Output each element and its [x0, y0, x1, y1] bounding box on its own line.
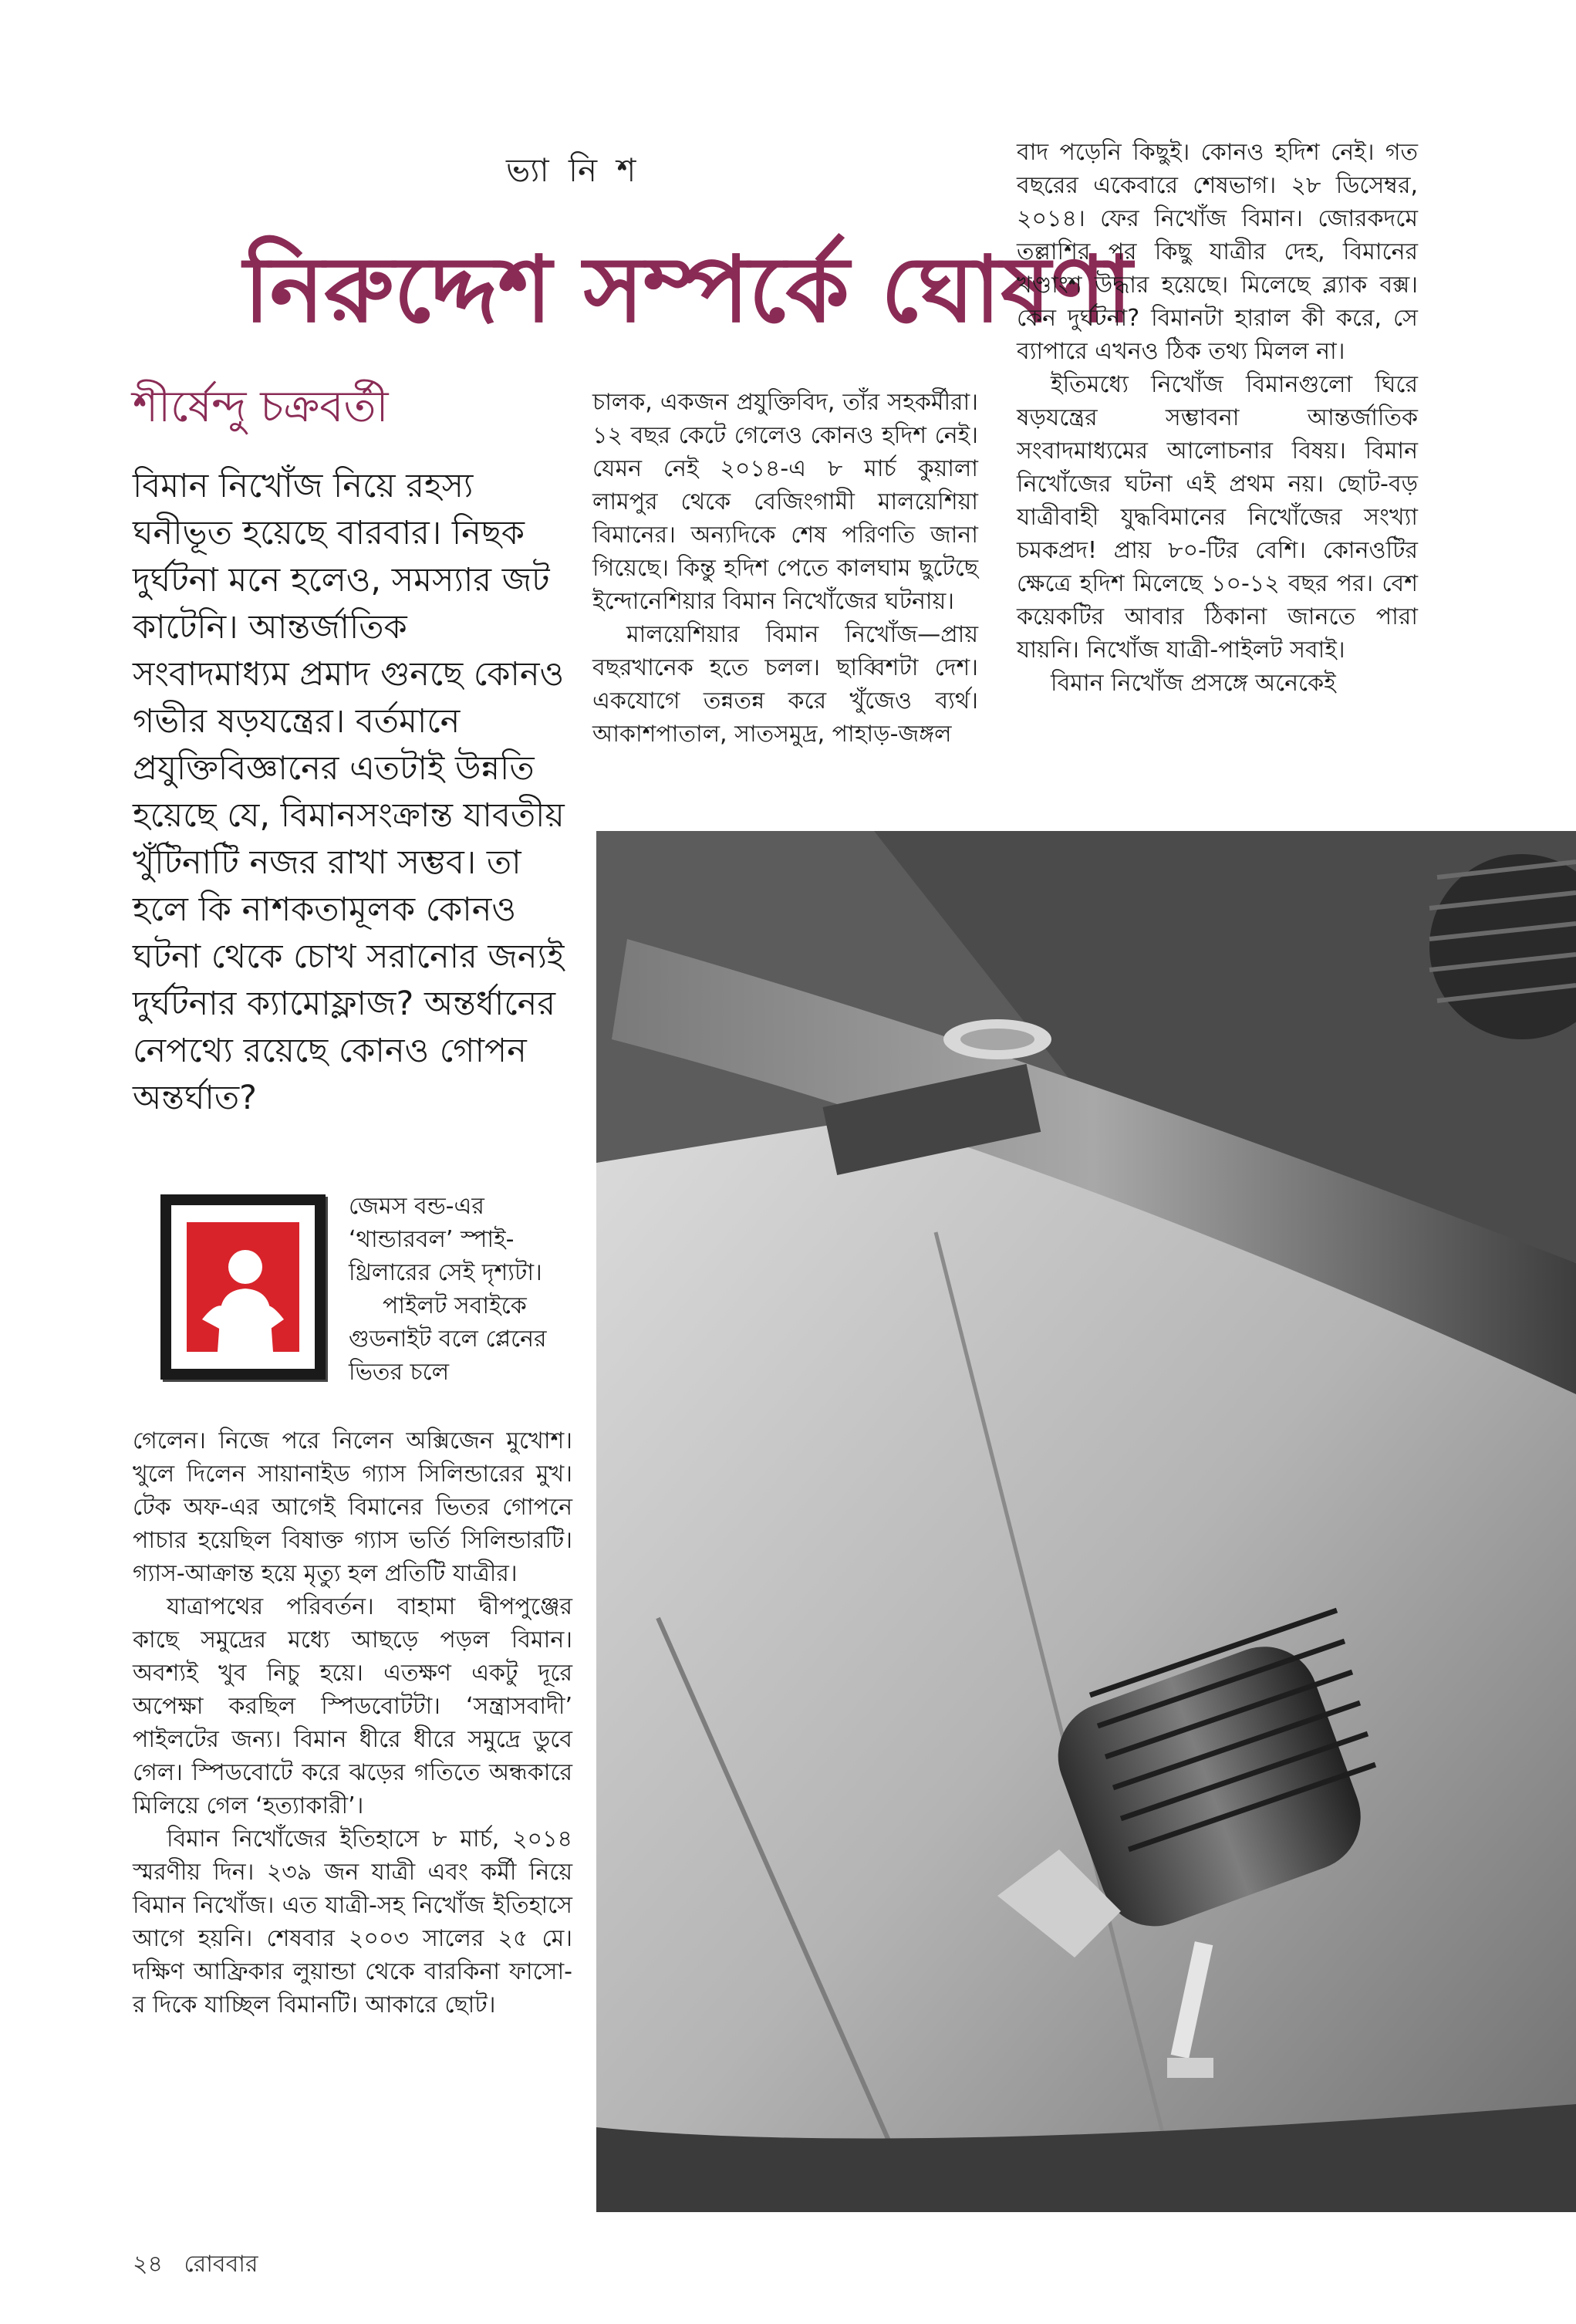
intro-text: বিমান নিখোঁজ নিয়ে রহস্য ঘনীভূত হয়েছে বারবার। নিছক দুর্ঘটনা মনে হলেও, সমস্যার জট কাটেনি। আন্তর্জাতিক সংবাদমাধ্যম প্রমাদ গুনছে কোনও গভীর ষড়যন্ত্রের। বর্তমানে প্রযুক্তিবিজ্ঞানের এতটাই উন্নতি হয়েছে যে, বিমানসংক্রান্ত যাবতীয় খুঁটিনাটি নজর রাখা সম্ভব। তা হলে কি নাশকতামূলক কোনও ঘটনা থেকে চোখ সরানোর জন্যই দুর্ঘটনার ক্যামোফ্লাজ? অন্তর্ধানের নেপথ্যে রয়েছে কোনও গোপন অন্তর্ঘাত?	[133, 467, 565, 1117]
page-number: ২৪	[133, 2251, 163, 2278]
body-paragraph: চালক, একজন প্রযুক্তিবিদ, তাঁর সহকর্মীরা। ১২ বছর কেটে গেলেও কোনও হদিশ নেই। যেমন নেই ২০১৪-এ ৮ মার্চ কুয়ালা লামপুর থেকে বেজিংগামী মালয়েশিয়া বিমানের। অন্যদিকে শেষ পরিণতি জানা গিয়েছে। কিন্তু হদিশ পেতে কালঘাম ছুটেছে ইন্দোনেশিয়ার বিমান নিখোঁজের ঘটনায়।	[592, 389, 978, 615]
author-byline: শীর্ষেন্দু চক্রবর্তী	[133, 382, 389, 432]
sidebar-paragraph: পাইলট সবাইকে গুডনাইট বলে প্লেনের ভিতর চলে	[349, 1292, 547, 1386]
left-column	[133, 1424, 572, 2022]
column-logo	[160, 1194, 326, 1380]
body-paragraph: বিমান নিখোঁজ প্রসঙ্গে অনেকেই	[1051, 670, 1336, 697]
page-footer	[133, 2245, 258, 2285]
right-column	[1017, 136, 1418, 700]
section-label: ভ্যা নি শ	[506, 151, 641, 189]
body-paragraph: যাত্রাপথের পরিবর্তন। বাহামা দ্বীপপুঞ্জের কাছে সমুদ্রের মধ্যে আছড়ে পড়ল বিমান। অবশ্যই খুব নিচু হয়ে। এতক্ষণ একটু দূরে অপেক্ষা করছিল স্পিডবোটটা। ‘সন্ত্রাসবাদী’ পাইলটের জন্য। বিমান ধীরে ধীরে সমুদ্রে ডুবে গেল। স্পিডবোটে করে ঝড়ের গতিতে অন্ধকারে মিলিয়ে গেল ‘হত্যাকারী’।	[133, 1593, 572, 1819]
body-paragraph: বিমান নিখোঁজের ইতিহাসে ৮ মার্চ, ২০১৪ স্মরণীয় দিন। ২৩৯ জন যাত্রী এবং কর্মী নিয়ে বিমান নিখোঁজ। এত যাত্রী-সহ নিখোঁজ ইতিহাসে আগে হয়নি। শেষবার ২০০৩ সালের ২৫ মে। দক্ষিণ আফ্রিকার লুয়ান্ডা থেকে বারকিনা ফাসো-র দিকে যাচ্ছিল বিমানটি। আকারে ছোট।	[133, 1826, 572, 2018]
sidebar-paragraph: জেমস বন্ড-এর ‘থান্ডারবল’ স্পাই-থ্রিলারের সেই দৃশ্যটা।	[349, 1193, 542, 1286]
middle-column	[592, 386, 978, 751]
intro-standfirst	[133, 463, 565, 1122]
body-paragraph: ইতিমধ্যে নিখোঁজ বিমানগুলো ঘিরে ষড়যন্ত্রের সম্ভাবনা আন্তর্জাতিক সংবাদমাধ্যমের আলোচনার বিষয়। বিমান নিখোঁজের ঘটনা এই প্রথম নয়। ছোট-বড় যাত্রীবাহী যুদ্ধবিমানের নিখোঁজের সংখ্যা চমকপ্রদ! প্রায় ৮০-টির বেশি। কোনওটির ক্ষেত্রে হদিশ মিলেছে ১০-১২ বছর পর। বেশ কয়েকটির আবার ঠিকানা জানতে পারা যায়নি। নিখোঁজ যাত্রী-পাইলট সবাই।	[1017, 371, 1418, 664]
airplane-propeller-photo	[596, 831, 1576, 2212]
sidebar-text	[349, 1190, 572, 1389]
body-paragraph: মালয়েশিয়ার বিমান নিখোঁজ—প্রায় বছরখানেক হতে চলল। ছাব্বিশটা দেশ। একযোগে তন্নতন্ন করে খুঁজেও ব্যর্থ। আকাশপাতাল, সাতসমুদ্র, পাহাড়-জঙ্গল	[592, 621, 978, 748]
publication-name: রোববার	[184, 2251, 258, 2278]
body-paragraph: গেলেন। নিজে পরে নিলেন অক্সিজেন মুখোশ। খুলে দিলেন সায়ানাইড গ্যাস সিলিন্ডারের মুখ। টেক অফ-এর আগেই বিমানের ভিতর গোপনে পাচার হয়েছিল বিষাক্ত গ্যাস ভর্তি সিলিন্ডারটি। গ্যাস-আক্রান্ত হয়ে মৃত্যু হল প্রতিটি যাত্রীর।	[133, 1427, 572, 1587]
silhouette-figure-icon	[187, 1222, 299, 1352]
body-paragraph: বাদ পড়েনি কিছুই। কোনও হদিশ নেই। গত বছরের একেবারে শেষভাগ। ২৮ ডিসেম্বর, ২০১৪। ফের নিখোঁজ বিমান। জোরকদমে তল্লাশির পর কিছু যাত্রীর দেহ, বিমানের খণ্ডাংশ উদ্ধার হয়েছে। মিলেছে ব্ল্যাক বক্স। কেন দুর্ঘটনা? বিমানটা হারাল কী করে, সে ব্যাপারে এখনও ঠিক তথ্য মিলল না।	[1017, 139, 1418, 365]
headline: নিরুদ্দেশ সম্পর্কে ঘোষণা	[244, 236, 1132, 343]
